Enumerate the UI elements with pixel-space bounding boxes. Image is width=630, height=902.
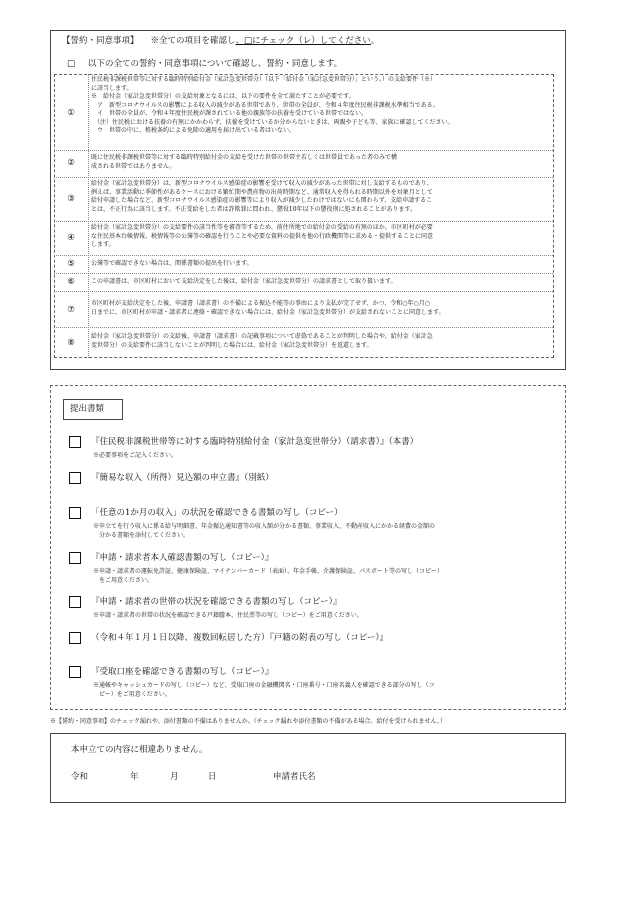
- document-item-title: 『申請・請求者の世帯の状況を確認できる書類の写し（コピー）』: [91, 597, 342, 607]
- oath-item-number: ①: [67, 108, 75, 118]
- document-item-title: 『受取口座を確認できる書類の写し（コピー）』: [91, 667, 274, 677]
- oath-item-4: 給付金（家計急変世帯分）の支給要件の該当性等を審査等するため、前住所地での給付金の受給の有無のほか、市区町村が必要 な住民基本台帳情報、税情報等の公簿等の確認を行うことや必要な資料の提供を他の行政機関等に求める・提供することに同意 します。: [91, 224, 434, 248]
- row-divider: [54, 150, 553, 151]
- row-divider: [54, 327, 553, 328]
- document-item-title: （令和４年１月１日以降、複数回転居した方）『戸籍の附表の写し（コピー）』: [91, 633, 389, 643]
- document-checkbox[interactable]: [69, 436, 81, 448]
- document-item-note: ※申請・請求者の世帯の状況を確認できる戸籍謄本、住民票等の写し（コピー）をご用意ください。: [93, 612, 363, 619]
- applicant-name-label: 申請者氏名: [273, 772, 316, 782]
- oath-number-column-divider: [88, 74, 89, 358]
- signature-era: 令和: [71, 772, 89, 782]
- oath-item-5: 公簿等で確認できない場合は、関係書類の提出を行います。: [91, 260, 253, 267]
- oath-heading: 【誓約・同意事項】 ※全ての項目を確認し、□にチェック（レ）してください。: [62, 36, 380, 46]
- oath-item-number: ③: [67, 194, 75, 204]
- row-divider: [54, 177, 553, 178]
- oath-item-number: ⑥: [67, 277, 75, 287]
- document-checkbox[interactable]: [69, 666, 81, 678]
- footnote: ※【誓約・同意事項】のチェック漏れや、添付書類の不備はありませんか。（チェック漏れや添付書類の不備がある場合、給付を受けられません。）: [50, 718, 446, 725]
- oath-item-number: ⑧: [67, 338, 75, 348]
- document-checkbox[interactable]: [69, 507, 81, 519]
- oath-item-1: 住民税非課税世帯等に対する臨時特別給付金（家計急変世帯分）（以下「給付金（家計急変世帯分）」という。）の支給要件（※） に該当します。 ※ 給付金（家計急変世帯分）の支給対象となるには、以下の要件を全て満たすことが必要です。 ア 新型コロナウイルスの影響による収入の減少がある世帯であり、世帯の全員が、令和４年度住民税非課税水準相当である。 イ 世帯の全員が、令和４年度住民税が課されている他の親族等の扶養を受けている世帯ではない。 （注）住民税における扶養の有無にかかわらず、扶養を受けているか分からないときは、両親や子ども等、家族に確認してください。 ウ 世帯の中に、租税条約による免除の適用を届け出ている者はいない。: [91, 76, 454, 134]
- agree-all-label: 以下の全ての誓約・同意事項について確認し、誓約・同意します。: [88, 59, 343, 69]
- document-item-note: ※申立てを行う収入に係る給与明細書、年金振込通知書等の収入額が分かる書類、事業収入、不動産収入にかかる経費の金額の 分かる書類を添付してください。: [93, 523, 436, 539]
- oath-item-number: ⑤: [67, 259, 75, 269]
- document-checkbox[interactable]: [69, 552, 81, 564]
- oath-item-8: 給付金（家計急変世帯分）の支給後、申請書（請求書）の記載事項について虚偽であることが判明した場合や、給付金（家計急 変世帯分）の支給要件に該当しないことが判明した場合には、給付金（家計急変世帯分）を返還します。: [91, 333, 433, 349]
- row-divider: [54, 255, 553, 256]
- documents-title: 提出書類: [70, 404, 105, 414]
- oath-item-3: 給付金（家計急変世帯分）は、新型コロナウイルス感染症の影響を受けて収入の減少があった世帯に対し支給するものであり、 例えば、事業活動に季節性があるケースにおける繁忙期や農産物の出荷時期など、通常収入を得られる時期以外を対象月として 給付申請した場合など、新型コロナウイルス感染症の影響等により収入が減少したわけではないにも関わらず、支給申請するこ とは、不正行為に該当します。不正受給をした者は詐欺罪に問われ、懲役10年以下の懲役刑に処されることがあります。: [91, 180, 433, 213]
- oath-item-number: ④: [67, 233, 75, 243]
- signature-statement: 本申立ての内容に相違ありません。: [71, 745, 208, 755]
- signature-month-label: 月: [170, 772, 179, 782]
- document-item-note: ※必要事項をご記入ください。: [93, 452, 178, 459]
- agree-all-checkbox[interactable]: □: [67, 59, 76, 69]
- document-checkbox[interactable]: [69, 632, 81, 644]
- row-divider: [54, 273, 553, 274]
- document-item-title: 『申請・請求者本人確認書類の写し（コピー）』: [91, 553, 274, 563]
- document-item-title: 「任意の1か月の収入」の状況を確認できる書類の写し（コピー）: [91, 508, 343, 518]
- row-divider: [54, 291, 553, 292]
- oath-item-6: この申請書は、市区町村において支給決定をした後は、給付金（家計急変世帯分）の請求書として取り扱います。: [91, 278, 397, 285]
- document-item-title: 『住民税非課税世帯等に対する臨時特別給付金（家計急変世帯分）（請求書）』（本書）: [91, 437, 419, 447]
- documents-section: [50, 385, 566, 710]
- document-item-title: 『簡易な収入（所得）見込額の申立書』（別紙）: [91, 473, 274, 483]
- oath-item-number: ②: [67, 158, 75, 168]
- signature-day-label: 日: [208, 772, 217, 782]
- document-item-note: ※通帳やキャッシュカードの写し（コピー）など、受取口座の金融機関名・口座番号・口座名義人を確認できる部分の写し（コ ピー）をご用意ください。: [93, 682, 435, 698]
- document-checkbox[interactable]: [69, 596, 81, 608]
- oath-item-number: ⑦: [67, 305, 75, 315]
- oath-item-7: 市区町村が支給決定をした後、申請書（請求書）の不備による振込不能等の事由により支払が完了せず、かつ、令和○年○月○ 日までに、市区町村が申請・請求者に連絡・確認できない場合には、給付金（家計急変世帯分）が支給されないことに同意します。: [91, 300, 445, 316]
- document-item-note: ※申請・請求者の運転免許証、健康保険証、マイナンバーカード（表面）、年金手帳、介護保険証、パスポート等の写し（コピー） をご用意ください。: [93, 568, 443, 584]
- row-divider: [54, 221, 553, 222]
- document-checkbox[interactable]: [69, 472, 81, 484]
- applicant-name-field[interactable]: [330, 766, 550, 784]
- signature-year-label: 年: [130, 772, 139, 782]
- oath-item-2: 既に住民税非課税世帯等に対する臨時特別給付金の支給を受けた世帯の世帯主若しくは世帯員であった者のみで構 成される世帯ではありません。: [91, 154, 397, 170]
